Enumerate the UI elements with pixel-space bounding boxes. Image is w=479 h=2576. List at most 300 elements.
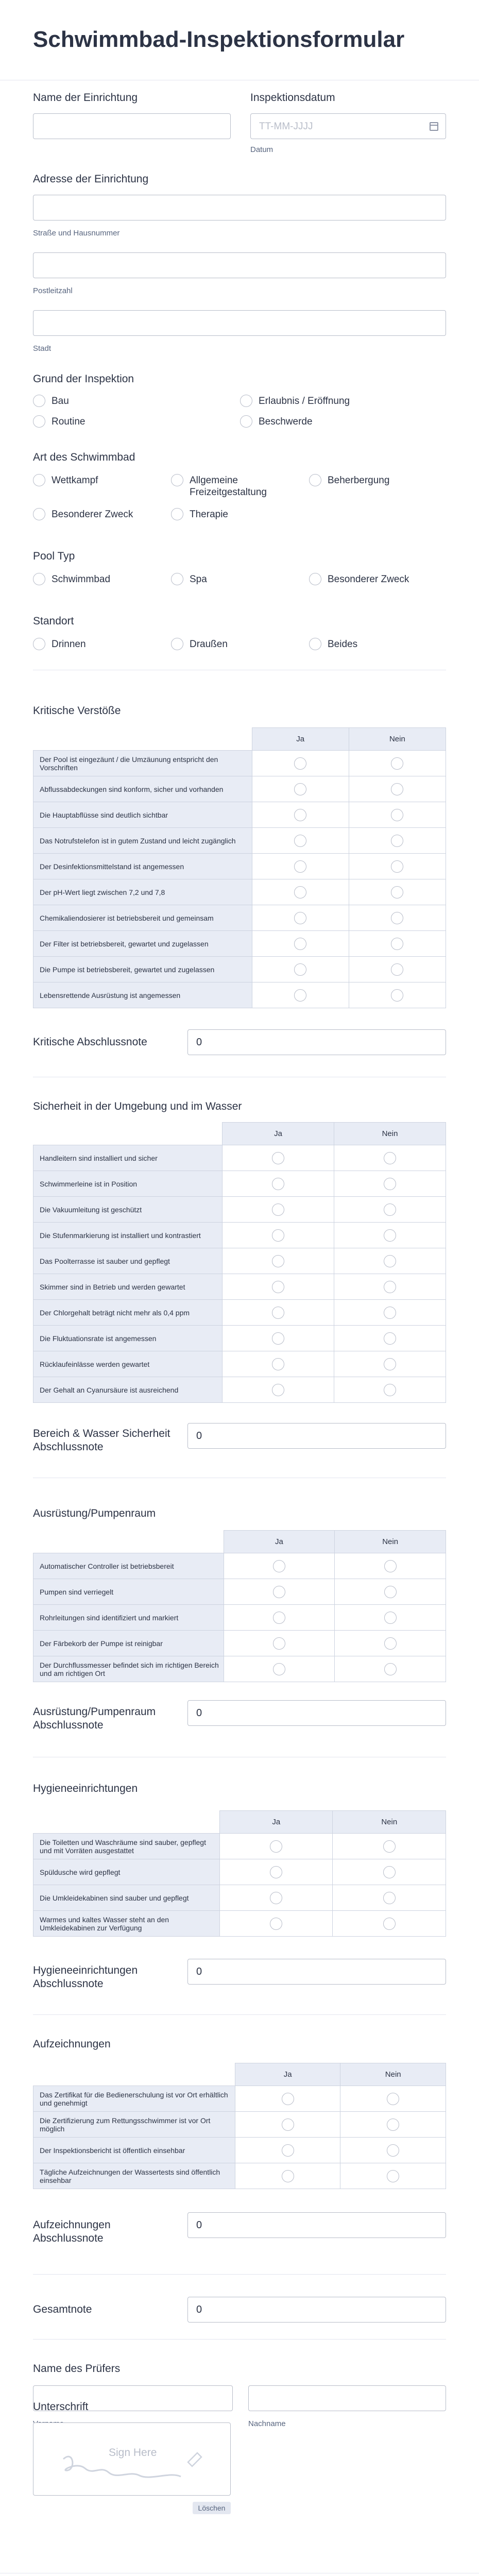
matrix-cell-no[interactable]: [334, 1248, 446, 1274]
radio-icon[interactable]: [384, 1332, 396, 1345]
matrix-corner: [33, 1123, 223, 1145]
matrix-cell-no[interactable]: [349, 854, 446, 879]
postal-input[interactable]: [33, 252, 446, 278]
matrix-cell-no[interactable]: [335, 1579, 446, 1605]
equipment-matrix: [33, 1530, 446, 1682]
matrix-row: [33, 802, 446, 828]
matrix-question: Schwimmerleine ist in Position: [33, 1171, 223, 1197]
matrix-row: [33, 1248, 446, 1274]
matrix-question: Der Pool ist eingezäunt / die Umzäunung entspricht den Vorschriften: [33, 751, 252, 776]
pool-kind-option[interactable]: Besonderer Zweck: [33, 508, 133, 521]
radio-icon[interactable]: [384, 1307, 396, 1319]
matrix-row: [33, 1171, 446, 1197]
matrix-col-yes: Ja: [223, 1123, 334, 1145]
matrix-cell-yes[interactable]: [252, 854, 349, 879]
matrix-cell-no[interactable]: [334, 1326, 446, 1351]
radio-icon[interactable]: [384, 1152, 396, 1164]
location-label: Standort: [33, 615, 74, 627]
matrix-row: [33, 1911, 446, 1937]
matrix-question: Abflussabdeckungen sind konform, sicher und vorhanden: [33, 776, 252, 802]
matrix-question: Handleitern sind installiert und sicher: [33, 1145, 223, 1171]
matrix-cell-no[interactable]: [334, 1351, 446, 1377]
matrix-row: [33, 982, 446, 1008]
matrix-cell-no[interactable]: [335, 1656, 446, 1682]
matrix-row: [33, 1605, 446, 1631]
radio-icon[interactable]: [391, 835, 403, 847]
street-input[interactable]: [33, 195, 446, 221]
radio-icon[interactable]: [294, 809, 306, 821]
matrix-row: [33, 879, 446, 905]
matrix-col-no: Nein: [333, 1811, 446, 1834]
matrix-cell-yes[interactable]: [252, 982, 349, 1008]
postal-sublabel: Postleitzahl: [33, 286, 73, 295]
section-divider: [33, 2014, 446, 2015]
radio-icon[interactable]: [391, 963, 403, 976]
radio-icon[interactable]: [294, 860, 306, 873]
last-name-input[interactable]: [248, 2385, 446, 2411]
radio-icon[interactable]: [391, 912, 403, 924]
matrix-cell-yes[interactable]: [224, 1656, 335, 1682]
matrix-row: [33, 776, 446, 802]
radio-icon[interactable]: [294, 835, 306, 847]
radio-icon[interactable]: [272, 1152, 284, 1164]
pool-type-option[interactable]: Schwimmbad: [33, 573, 110, 586]
matrix-row: [33, 1197, 446, 1223]
equipment-score-label: Ausrüstung/Pumpenraum Abschlussnote: [33, 1706, 156, 1732]
matrix-cell-yes[interactable]: [252, 751, 349, 776]
matrix-question: Warmes und kaltes Wasser steht an den Umkleidekabinen zur Verfügung: [33, 1911, 220, 1937]
matrix-row: [33, 1553, 446, 1579]
matrix-cell-yes[interactable]: [252, 879, 349, 905]
last-name-sublabel: Nachname: [248, 2419, 286, 2428]
radio-icon[interactable]: [294, 912, 306, 924]
address-label: Adresse der Einrichtung: [33, 173, 149, 185]
matrix-row: [33, 2138, 446, 2163]
critical-score-input[interactable]: 0: [187, 1029, 446, 1055]
matrix-question: Die Toiletten und Waschräume sind sauber, gepflegt und mit Vorräten ausgestattet: [33, 1834, 220, 1859]
reason-option[interactable]: Routine: [33, 415, 85, 428]
matrix-cell-yes[interactable]: [219, 1859, 333, 1885]
radio-icon[interactable]: [384, 1178, 396, 1190]
matrix-question: Der Gehalt an Cyanursäure ist ausreichend: [33, 1377, 223, 1403]
radio-icon[interactable]: [387, 2144, 399, 2157]
matrix-cell-no[interactable]: [349, 751, 446, 776]
matrix-question: Der Durchflussmesser befindet sich im richtigen Bereich und am richtigen Ort: [33, 1656, 224, 1682]
radio-icon[interactable]: [384, 1384, 396, 1396]
radio-icon[interactable]: [270, 1918, 282, 1930]
radio-icon[interactable]: [387, 2093, 399, 2105]
hygiene-score-input[interactable]: 0: [187, 1959, 446, 1985]
matrix-row: [33, 1223, 446, 1248]
matrix-cell-no[interactable]: [334, 1197, 446, 1223]
facility-name-label: Name der Einrichtung: [33, 92, 138, 104]
records-matrix: [33, 2063, 446, 2189]
matrix-question: Die Vakuumleitung ist geschützt: [33, 1197, 223, 1223]
matrix-cell-yes[interactable]: [252, 776, 349, 802]
matrix-cell-no[interactable]: [349, 931, 446, 957]
matrix-question: Die Zertifizierung zum Rettungsschwimmer ist vor Ort möglich: [33, 2112, 235, 2138]
signature-pad[interactable]: [33, 2422, 231, 2496]
matrix-question: Pumpen sind verriegelt: [33, 1579, 224, 1605]
section-divider: [33, 2339, 446, 2340]
pool-type-label: Pool Typ: [33, 550, 75, 562]
location-option[interactable]: Drinnen: [33, 638, 86, 651]
radio-icon[interactable]: [309, 573, 321, 585]
matrix-cell-no[interactable]: [349, 828, 446, 854]
matrix-question: Der Chlorgehalt beträgt nicht mehr als 0,4 ppm: [33, 1300, 223, 1326]
matrix-question: Rücklaufeinlässe werden gewartet: [33, 1351, 223, 1377]
pool-kind-option[interactable]: Allgemeine Freizeitgestaltung: [171, 474, 295, 499]
pool-kind-option[interactable]: Beherbergung: [309, 474, 389, 487]
radio-icon[interactable]: [391, 809, 403, 821]
radio-icon[interactable]: [309, 474, 321, 486]
matrix-row: [33, 1834, 446, 1859]
reason-label: Grund der Inspektion: [33, 373, 134, 385]
matrix-row: [33, 1377, 446, 1403]
radio-icon[interactable]: [33, 638, 45, 650]
matrix-col-yes: Ja: [224, 1531, 335, 1553]
clear-signature-button[interactable]: Löschen: [193, 2502, 231, 2514]
radio-icon[interactable]: [294, 963, 306, 976]
radio-icon[interactable]: [240, 415, 252, 428]
matrix-cell-yes[interactable]: [223, 1274, 334, 1300]
radio-icon[interactable]: [33, 395, 45, 407]
radio-icon[interactable]: [384, 1612, 397, 1624]
matrix-cell-no[interactable]: [340, 2112, 446, 2138]
matrix-question: Die Stufenmarkierung ist installiert und kontrastiert: [33, 1223, 223, 1248]
inspector-label: Name des Prüfers: [33, 2363, 121, 2375]
section-title-equipment: Ausrüstung/Pumpenraum: [33, 1507, 156, 1519]
matrix-row: [33, 1859, 446, 1885]
radio-icon[interactable]: [272, 1384, 284, 1396]
matrix-cell-no[interactable]: [340, 2086, 446, 2112]
matrix-question: Tägliche Aufzeichnungen der Wassertests sind öffentlich einsehbar: [33, 2163, 235, 2189]
radio-icon[interactable]: [384, 1204, 396, 1216]
matrix-cell-yes[interactable]: [219, 1911, 333, 1937]
radio-icon[interactable]: [384, 1663, 397, 1675]
inspection-date-label: Inspektionsdatum: [250, 92, 335, 104]
matrix-row: [33, 1300, 446, 1326]
matrix-header-row: [33, 728, 446, 751]
section-title-hygiene: Hygieneeinrichtungen: [33, 1783, 138, 1794]
radio-icon[interactable]: [383, 1918, 396, 1930]
matrix-cell-no[interactable]: [333, 1911, 446, 1937]
radio-icon[interactable]: [282, 2093, 294, 2105]
radio-icon[interactable]: [171, 508, 183, 520]
matrix-cell-no[interactable]: [334, 1171, 446, 1197]
pool-kind-option[interactable]: Wettkampf: [33, 474, 98, 487]
equipment-score-input[interactable]: 0: [187, 1700, 446, 1726]
matrix-question: Die Umkleidekabinen sind sauber und gepflegt: [33, 1885, 220, 1911]
matrix-cell-yes[interactable]: [223, 1197, 334, 1223]
radio-icon[interactable]: [282, 2144, 294, 2157]
matrix-row: [33, 1631, 446, 1656]
matrix-question: Rohrleitungen sind identifiziert und markiert: [33, 1605, 224, 1631]
radio-icon[interactable]: [384, 1229, 396, 1242]
facility-name-input[interactable]: [33, 113, 231, 139]
matrix-cell-no[interactable]: [333, 1859, 446, 1885]
matrix-question: Spüldusche wird gepflegt: [33, 1859, 220, 1885]
matrix-question: Das Poolterrasse ist sauber und gepflegt: [33, 1248, 223, 1274]
radio-icon[interactable]: [171, 638, 183, 650]
radio-icon[interactable]: [273, 1612, 285, 1624]
matrix-cell-no[interactable]: [349, 957, 446, 982]
radio-icon[interactable]: [309, 638, 321, 650]
matrix-cell-yes[interactable]: [235, 2112, 340, 2138]
matrix-cell-no[interactable]: [334, 1377, 446, 1403]
matrix-cell-no[interactable]: [349, 802, 446, 828]
matrix-row: [33, 1351, 446, 1377]
matrix-row: [33, 1274, 446, 1300]
radio-icon[interactable]: [272, 1178, 284, 1190]
matrix-cell-yes[interactable]: [252, 905, 349, 931]
matrix-cell-no[interactable]: [333, 1834, 446, 1859]
matrix-question: Der Filter ist betriebsbereit, gewartet und zugelassen: [33, 931, 252, 957]
matrix-cell-yes[interactable]: [235, 2086, 340, 2112]
radio-icon[interactable]: [294, 938, 306, 950]
radio-icon[interactable]: [384, 1586, 397, 1598]
radio-icon[interactable]: [33, 508, 45, 520]
city-input[interactable]: [33, 310, 446, 336]
radio-icon[interactable]: [384, 1358, 396, 1370]
matrix-row: [33, 828, 446, 854]
matrix-col-no: Nein: [335, 1531, 446, 1553]
pool-kind-label: Art des Schwimmbad: [33, 451, 135, 463]
hygiene-score-label: Hygieneeinrichtungen Abschlussnote: [33, 1964, 138, 1990]
street-sublabel: Straße und Hausnummer: [33, 229, 120, 238]
matrix-question: Automatischer Controller ist betriebsbereit: [33, 1553, 224, 1579]
radio-icon[interactable]: [171, 573, 183, 585]
safety-score-label: Bereich & Wasser Sicherheit Abschlussnote: [33, 1428, 170, 1453]
matrix-question: Das Zertifikat für die Bedienerschulung ist vor Ort erhältlich und genehmigt: [33, 2086, 235, 2112]
matrix-cell-yes[interactable]: [223, 1351, 334, 1377]
radio-icon[interactable]: [33, 474, 45, 486]
city-sublabel: Stadt: [33, 344, 52, 353]
reason-option[interactable]: Erlaubnis / Eröffnung: [240, 395, 350, 408]
critical-matrix: [33, 727, 446, 1008]
matrix-question: Chemikaliendosierer ist betriebsbereit und gemeinsam: [33, 905, 252, 931]
radio-icon[interactable]: [282, 2119, 294, 2131]
matrix-row: [33, 2163, 446, 2189]
matrix-col-yes: Ja: [252, 728, 349, 751]
radio-icon[interactable]: [273, 1586, 285, 1598]
matrix-col-yes: Ja: [219, 1811, 333, 1834]
matrix-row: [33, 1885, 446, 1911]
reason-option[interactable]: Bau: [33, 395, 69, 408]
critical-score-label: Kritische Abschlussnote: [33, 1036, 147, 1048]
radio-icon[interactable]: [270, 1866, 282, 1878]
reason-option[interactable]: Beschwerde: [240, 415, 313, 428]
matrix-corner: [33, 728, 252, 751]
radio-icon[interactable]: [272, 1229, 284, 1242]
pool-kind-option[interactable]: Therapie: [171, 508, 228, 521]
matrix-cell-yes[interactable]: [235, 2138, 340, 2163]
location-option[interactable]: Draußen: [171, 638, 228, 651]
records-score-input[interactable]: 0: [187, 2212, 446, 2238]
matrix-cell-no[interactable]: [349, 982, 446, 1008]
radio-icon[interactable]: [270, 1840, 282, 1853]
radio-icon[interactable]: [294, 783, 306, 795]
matrix-corner: [33, 1531, 224, 1553]
matrix-cell-yes[interactable]: [252, 828, 349, 854]
radio-icon[interactable]: [387, 2119, 399, 2131]
radio-icon[interactable]: [294, 886, 306, 899]
matrix-cell-yes[interactable]: [223, 1171, 334, 1197]
section-divider: [33, 2274, 446, 2275]
safety-matrix: [33, 1122, 446, 1403]
matrix-col-no: Nein: [349, 728, 446, 751]
radio-icon[interactable]: [171, 474, 183, 486]
radio-icon[interactable]: [33, 573, 45, 585]
radio-icon[interactable]: [272, 1255, 284, 1267]
radio-icon[interactable]: [383, 1840, 396, 1853]
matrix-cell-no[interactable]: [334, 1223, 446, 1248]
radio-icon[interactable]: [294, 989, 306, 1002]
matrix-row: [33, 905, 446, 931]
section-title-critical: Kritische Verstöße: [33, 705, 121, 717]
date-placeholder: TT-MM-JJJJ: [259, 121, 313, 132]
matrix-cell-no[interactable]: [335, 1553, 446, 1579]
matrix-cell-yes[interactable]: [223, 1248, 334, 1274]
signature-scribble-icon: [33, 2423, 231, 2496]
radio-icon[interactable]: [282, 2170, 294, 2182]
matrix-cell-yes[interactable]: [223, 1300, 334, 1326]
matrix-row: [33, 931, 446, 957]
matrix-corner: [33, 2063, 235, 2086]
matrix-cell-yes[interactable]: [252, 931, 349, 957]
matrix-row: [33, 1145, 446, 1171]
matrix-cell-yes[interactable]: [223, 1326, 334, 1351]
matrix-cell-no[interactable]: [340, 2138, 446, 2163]
records-score-label: Aufzeichnungen Abschlussnote: [33, 2219, 111, 2245]
matrix-question: Die Fluktuationsrate ist angemessen: [33, 1326, 223, 1351]
matrix-cell-yes[interactable]: [219, 1834, 333, 1859]
matrix-question: Der Inspektionsbericht ist öffentlich einsehbar: [33, 2138, 235, 2163]
radio-icon[interactable]: [273, 1663, 285, 1675]
pool-type-option[interactable]: Spa: [171, 573, 207, 586]
radio-icon[interactable]: [272, 1332, 284, 1345]
matrix-cell-no[interactable]: [335, 1631, 446, 1656]
matrix-cell-no[interactable]: [333, 1885, 446, 1911]
signature-hint: Sign Here: [109, 2447, 157, 2459]
matrix-corner: [33, 1811, 220, 1834]
radio-icon[interactable]: [294, 757, 306, 770]
inspection-date-input[interactable]: [250, 113, 446, 139]
total-score-label: Gesamtnote: [33, 2303, 92, 2315]
radio-icon[interactable]: [384, 1637, 397, 1650]
matrix-cell-yes[interactable]: [223, 1377, 334, 1403]
radio-icon[interactable]: [387, 2170, 399, 2182]
matrix-cell-yes[interactable]: [224, 1553, 335, 1579]
radio-icon[interactable]: [391, 860, 403, 873]
radio-icon[interactable]: [273, 1560, 285, 1572]
location-option[interactable]: Beides: [309, 638, 357, 651]
matrix-row: [33, 2086, 446, 2112]
matrix-cell-yes[interactable]: [219, 1885, 333, 1911]
radio-icon[interactable]: [384, 1255, 396, 1267]
pool-type-option[interactable]: Besonderer Zweck: [309, 573, 409, 586]
matrix-cell-yes[interactable]: [224, 1579, 335, 1605]
matrix-header-row: [33, 2063, 446, 2086]
matrix-cell-yes[interactable]: [224, 1631, 335, 1656]
matrix-cell-no[interactable]: [335, 1605, 446, 1631]
matrix-header-row: [33, 1123, 446, 1145]
total-score-input[interactable]: 0: [187, 2297, 446, 2323]
matrix-question: Der Färbekorb der Pumpe ist reinigbar: [33, 1631, 224, 1656]
matrix-cell-no[interactable]: [334, 1145, 446, 1171]
radio-icon[interactable]: [391, 886, 403, 899]
matrix-question: Skimmer sind in Betrieb und werden gewartet: [33, 1274, 223, 1300]
radio-icon[interactable]: [272, 1358, 284, 1370]
matrix-cell-yes[interactable]: [223, 1223, 334, 1248]
radio-icon[interactable]: [272, 1307, 284, 1319]
matrix-row: [33, 1326, 446, 1351]
radio-icon[interactable]: [384, 1281, 396, 1293]
radio-icon[interactable]: [272, 1204, 284, 1216]
radio-icon[interactable]: [391, 989, 403, 1002]
matrix-cell-yes[interactable]: [224, 1605, 335, 1631]
radio-icon[interactable]: [391, 783, 403, 795]
radio-icon[interactable]: [272, 1281, 284, 1293]
matrix-row: [33, 2112, 446, 2138]
form-title: Schwimmbad-Inspektionsformular: [33, 27, 405, 52]
matrix-row: [33, 957, 446, 982]
matrix-cell-yes[interactable]: [223, 1145, 334, 1171]
radio-icon[interactable]: [383, 1892, 396, 1904]
section-title-records: Aufzeichnungen: [33, 2038, 111, 2050]
date-sublabel: Datum: [250, 145, 273, 154]
radio-icon[interactable]: [270, 1892, 282, 1904]
matrix-cell-no[interactable]: [349, 905, 446, 931]
matrix-row: [33, 1656, 446, 1682]
matrix-question: Lebensrettende Ausrüstung ist angemessen: [33, 982, 252, 1008]
matrix-col-no: Nein: [334, 1123, 446, 1145]
radio-icon[interactable]: [273, 1637, 285, 1650]
matrix-col-yes: Ja: [235, 2063, 340, 2086]
matrix-question: Der Desinfektionsmittelstand ist angemessen: [33, 854, 252, 879]
matrix-cell-no[interactable]: [334, 1274, 446, 1300]
matrix-row: [33, 854, 446, 879]
radio-icon[interactable]: [383, 1866, 396, 1878]
matrix-cell-no[interactable]: [334, 1300, 446, 1326]
section-title-safety: Sicherheit in der Umgebung und im Wasser: [33, 1100, 242, 1112]
matrix-header-row: [33, 1531, 446, 1553]
radio-icon[interactable]: [240, 395, 252, 407]
matrix-question: Die Pumpe ist betriebsbereit, gewartet und zugelassen: [33, 957, 252, 982]
calendar-icon[interactable]: [430, 122, 438, 131]
matrix-cell-no[interactable]: [340, 2163, 446, 2189]
radio-icon[interactable]: [391, 757, 403, 770]
matrix-cell-no[interactable]: [349, 879, 446, 905]
matrix-header-row: [33, 1811, 446, 1834]
radio-icon[interactable]: [384, 1560, 397, 1572]
hygiene-matrix: [33, 1810, 446, 1937]
matrix-cell-no[interactable]: [349, 776, 446, 802]
matrix-cell-yes[interactable]: [235, 2163, 340, 2189]
safety-score-input[interactable]: 0: [187, 1423, 446, 1449]
radio-icon[interactable]: [391, 938, 403, 950]
matrix-cell-yes[interactable]: [252, 957, 349, 982]
matrix-question: Das Notrufstelefon ist in gutem Zustand und leicht zugänglich: [33, 828, 252, 854]
matrix-col-no: Nein: [340, 2063, 446, 2086]
matrix-cell-yes[interactable]: [252, 802, 349, 828]
matrix-row: [33, 1579, 446, 1605]
signature-label: Unterschrift: [33, 2401, 89, 2413]
radio-icon[interactable]: [33, 415, 45, 428]
matrix-question: Die Hauptabflüsse sind deutlich sichtbar: [33, 802, 252, 828]
matrix-question: Der pH-Wert liegt zwischen 7,2 und 7,8: [33, 879, 252, 905]
matrix-row: [33, 751, 446, 776]
